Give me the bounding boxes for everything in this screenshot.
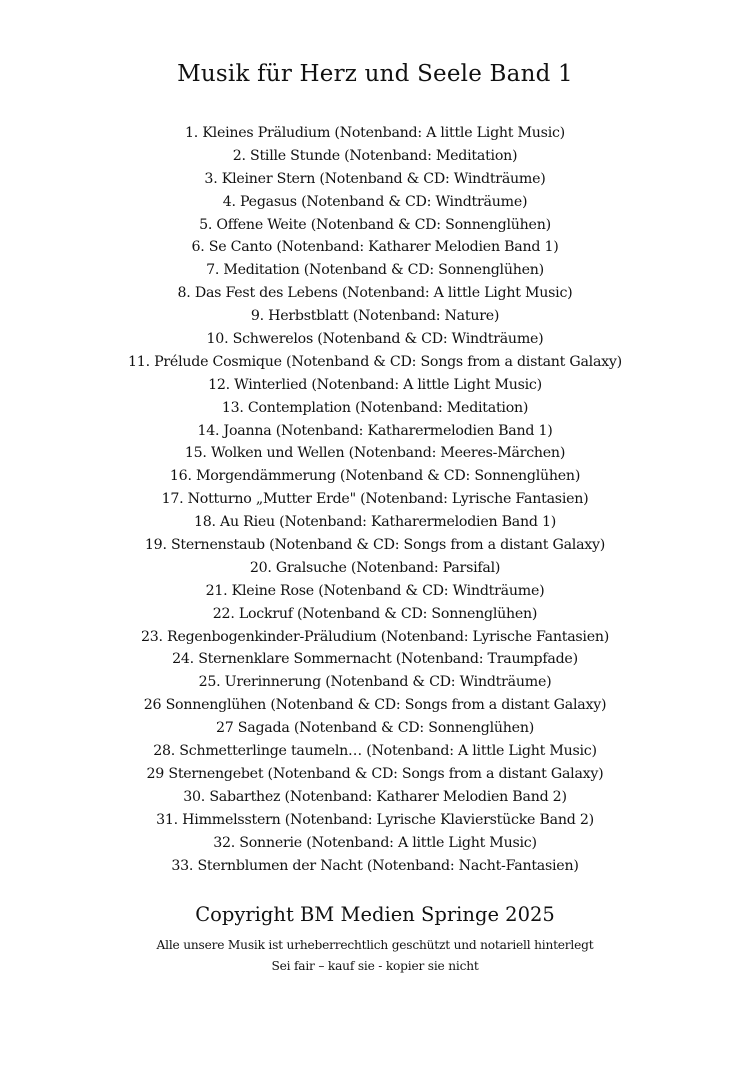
track-item: 20. Gralsuche (Notenband: Parsifal) xyxy=(249,559,501,576)
track-item: 33. Sternblumen der Nacht (Notenband: Nacht-Fantasien) xyxy=(171,857,579,874)
copyright-notice: Alle unsere Musik ist urheberrechtlich geschützt und notariell hinterlegt xyxy=(156,938,594,952)
track-item: 23. Regenbogenkinder-Präludium (Notenband: Lyrische Fantasien) xyxy=(140,628,610,645)
track-item: 13. Contemplation (Notenband: Meditation) xyxy=(221,399,529,416)
track-item: 19. Sternenstaub (Notenband & CD: Songs from a distant Galaxy) xyxy=(144,537,606,554)
track-item: 32. Sonnerie (Notenband: A little Light Music) xyxy=(213,834,537,851)
track-item: 6. Se Canto (Notenband: Katharer Melodien Band 1) xyxy=(191,239,559,256)
track-item: 27 Sagada (Notenband & CD: Sonnenglühen) xyxy=(215,720,535,737)
track-item: 2. Stille Stunde (Notenband: Meditation) xyxy=(232,147,518,164)
copyright-line: Copyright BM Medien Springe 2025 xyxy=(195,903,555,926)
track-item: 22. Lockruf (Notenband & CD: Sonnenglühen) xyxy=(212,605,538,622)
track-item: 26 Sonnenglühen (Notenband & CD: Songs from a distant Galaxy) xyxy=(143,697,607,714)
track-item: 7. Meditation (Notenband & CD: Sonnenglühen) xyxy=(206,262,544,279)
track-item: 24. Sternenklare Sommernacht (Notenband: Traumpfade) xyxy=(172,651,578,668)
track-item: 4. Pegasus (Notenband & CD: Windträume) xyxy=(222,193,528,210)
track-item: 21. Kleine Rose (Notenband & CD: Windträume) xyxy=(205,582,545,599)
fair-use-notice: Sei fair – kauf sie - kopier sie nicht xyxy=(271,959,479,973)
track-item: 3. Kleiner Stern (Notenband & CD: Windträume) xyxy=(204,170,546,187)
track-item: 15. Wolken und Wellen (Notenband: Meeres-Märchen) xyxy=(184,445,566,462)
track-item: 30. Sabarthez (Notenband: Katharer Melodien Band 2) xyxy=(183,788,567,805)
track-item: 14. Joanna (Notenband: Katharermelodien Band 1) xyxy=(197,422,553,439)
track-item: 9. Herbstblatt (Notenband: Nature) xyxy=(250,308,500,325)
track-item: 12. Winterlied (Notenband: A little Light Music) xyxy=(208,376,542,393)
track-item: 11. Prélude Cosmique (Notenband & CD: Songs from a distant Galaxy) xyxy=(128,353,622,370)
track-item: 5. Offene Weite (Notenband & CD: Sonnenglühen) xyxy=(199,216,551,233)
track-list xyxy=(0,122,750,877)
track-item: 29 Sternengebet (Notenband & CD: Songs from a distant Galaxy) xyxy=(146,765,604,782)
track-item: 25. Urerinnerung (Notenband & CD: Windträume) xyxy=(198,674,552,691)
page-title: Musik für Herz und Seele Band 1 xyxy=(177,61,573,87)
track-item: 10. Schwerelos (Notenband & CD: Windträume) xyxy=(206,331,544,348)
track-item: 1. Kleines Präludium (Notenband: A little Light Music) xyxy=(185,125,565,141)
track-item: 17. Notturno „Mutter Erde" (Notenband: Lyrische Fantasien) xyxy=(161,491,589,508)
track-item: 18. Au Rieu (Notenband: Katharermelodien Band 1) xyxy=(193,514,557,531)
track-item: 8. Das Fest des Lebens (Notenband: A little Light Music) xyxy=(177,285,573,302)
track-item: 16. Morgendämmerung (Notenband & CD: Sonnenglühen) xyxy=(169,468,581,485)
track-item: 28. Schmetterlinge taumeln… (Notenband: A little Light Music) xyxy=(153,743,597,760)
track-item: 31. Himmelsstern (Notenband: Lyrische Klavierstücke Band 2) xyxy=(156,811,594,828)
